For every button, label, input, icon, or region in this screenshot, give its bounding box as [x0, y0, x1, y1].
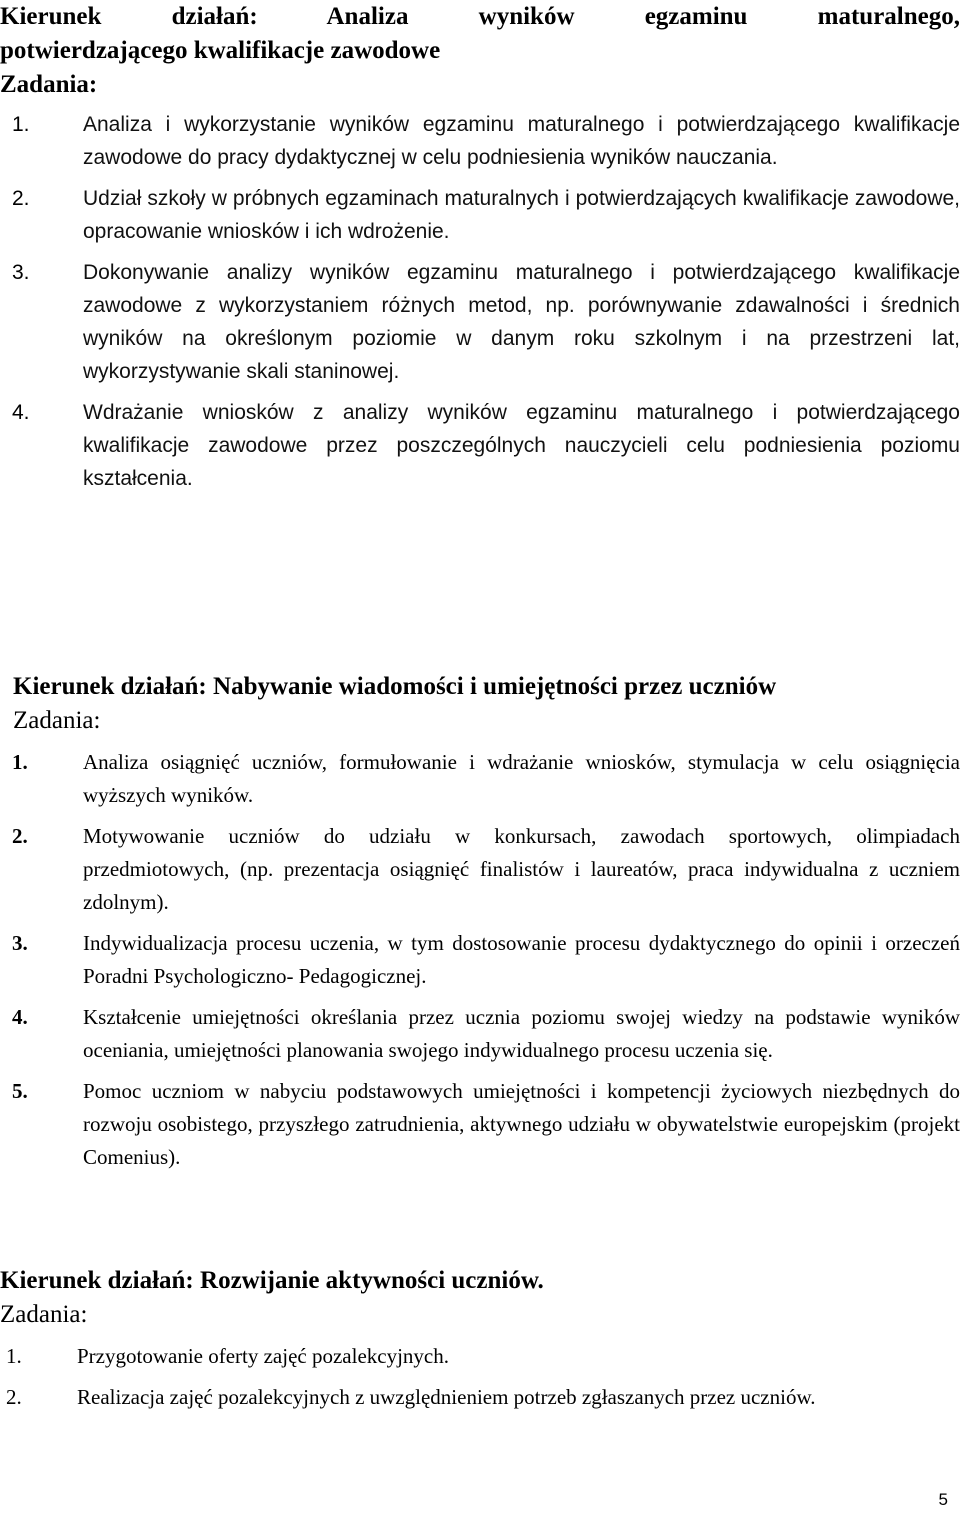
item-text: Dokonywanie analizy wyników egzaminu maturalnego i potwierdzającego kwalifikacje zawodowe z wykorzystaniem różnych metod, np. porównywanie zdawalności i średnich wyników na określonym poziomie w danym roku szkolnym i na przestrzeni lat, wykorzystywanie skali staninowej.	[83, 261, 960, 383]
list-item	[0, 1340, 960, 1373]
tasks-label: Zadania:	[0, 71, 98, 98]
list-item	[0, 256, 960, 388]
list-item	[0, 746, 960, 812]
section-exam-analysis	[0, 0, 960, 503]
section-heading	[0, 0, 960, 68]
heading-line-1: Kierunek działań: Analiza wyników egzaminu maturalnego,	[0, 3, 960, 30]
item-text: Analiza osiągnięć uczniów, formułowanie i wdrażanie wniosków, stymulacja w celu osiągnięcia wyższych wyników.	[83, 750, 960, 807]
item-number: 3.	[12, 931, 28, 955]
heading-line-2: potwierdzającego kwalifikacje zawodowe	[0, 37, 441, 64]
item-number: 4.	[12, 401, 30, 424]
item-text: Przygotowanie oferty zajęć pozalekcyjnych.	[77, 1344, 450, 1368]
item-number: 2.	[12, 187, 30, 210]
task-list	[0, 1340, 960, 1414]
tasks-label: Zadania:	[13, 707, 101, 734]
list-item	[0, 1001, 960, 1067]
section-heading: Kierunek działań: Nabywanie wiadomości i umiejętności przez uczniów	[13, 673, 777, 700]
section-student-activity	[0, 1264, 960, 1422]
item-text: Udział szkoły w próbnych egzaminach maturalnych i potwierdzających kwalifikacje zawodowe, opracowanie wniosków i ich wdrożenie.	[83, 187, 960, 243]
item-text: Wdrażanie wniosków z analizy wyników egzaminu maturalnego i potwierdzającego kwalifikacje zawodowe przez poszczególnych nauczycieli celu podniesienia poziomu kształcenia.	[83, 401, 960, 490]
tasks-label: Zadania:	[0, 1301, 88, 1328]
list-item	[0, 1075, 960, 1174]
section-heading: Kierunek działań: Rozwijanie aktywności uczniów.	[0, 1267, 544, 1294]
section-knowledge-skills	[0, 670, 960, 1182]
list-item	[0, 927, 960, 993]
list-item	[0, 182, 960, 248]
page-number: 5	[938, 1490, 948, 1509]
list-item	[0, 108, 960, 174]
item-text: Motywowanie uczniów do udziału w konkursach, zawodach sportowych, olimpiadach przedmiotowych, (np. prezentacja osiągnięć finalistów i laureatów, praca indywidualna z uczniem zdolnym).	[83, 824, 960, 914]
list-item	[0, 396, 960, 495]
list-item	[0, 820, 960, 919]
task-list	[0, 108, 960, 495]
item-number: 1.	[6, 1344, 22, 1368]
task-list	[0, 746, 960, 1174]
item-number: 1.	[12, 113, 30, 136]
item-text: Realizacja zajęć pozalekcyjnych z uwzględnieniem potrzeb zgłaszanych przez uczniów.	[77, 1385, 816, 1409]
item-text: Kształcenie umiejętności określania przez ucznia poziomu swojej wiedzy na podstawie wyników oceniania, umiejętności planowania swojego indywidualnego procesu uczenia się.	[83, 1005, 960, 1062]
item-number: 5.	[12, 1079, 28, 1103]
item-text: Analiza i wykorzystanie wyników egzaminu maturalnego i potwierdzającego kwalifikacje zawodowe do pracy dydaktycznej w celu podniesienia wyników nauczania.	[83, 113, 960, 169]
list-item	[0, 1381, 960, 1414]
item-number: 2.	[12, 824, 28, 848]
item-text: Pomoc uczniom w nabyciu podstawowych umiejętności i kompetencji życiowych niezbędnych do rozwoju osobistego, przyszłego zatrudnienia, aktywnego udziału w obywatelstwie europejskim (projekt Comenius).	[83, 1079, 960, 1169]
item-number: 1.	[12, 750, 28, 774]
item-number: 3.	[12, 261, 30, 284]
item-number: 2.	[6, 1385, 22, 1409]
item-number: 4.	[12, 1005, 28, 1029]
item-text: Indywidualizacja procesu uczenia, w tym dostosowanie procesu dydaktycznego do opinii i orzeczeń Poradni Psychologiczno- Pedagogicznej.	[83, 931, 960, 988]
